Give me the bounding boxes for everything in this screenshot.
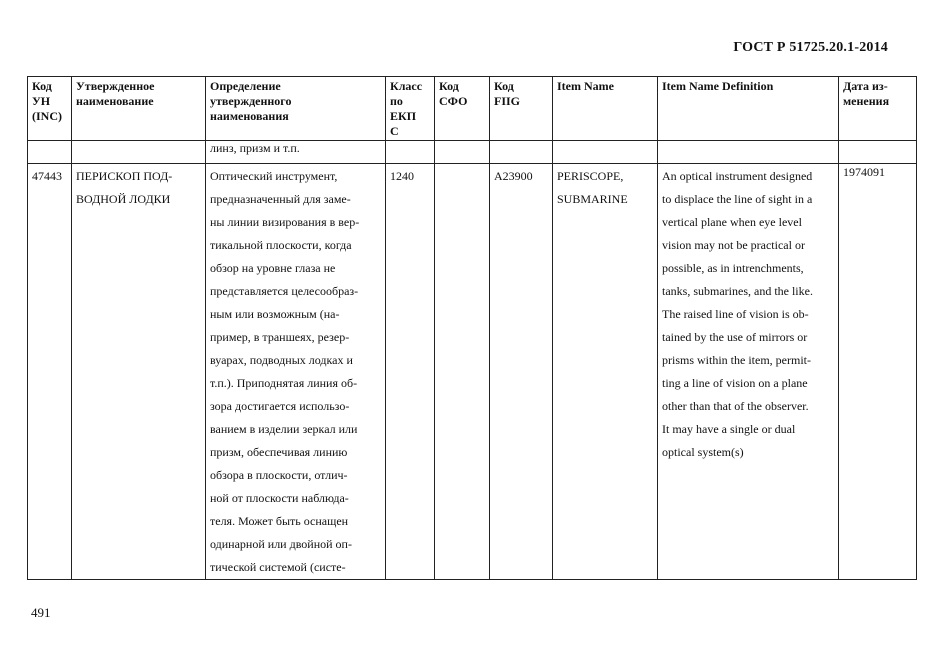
header-item-name: [553, 77, 658, 141]
text-line: обзора в плоскости, отлич-: [210, 468, 348, 482]
text-line: представляется целесообраз-: [210, 284, 359, 298]
text-line: ной от плоскости наблюда-: [210, 491, 349, 505]
header-line: Утвержденное: [76, 79, 155, 93]
text-line: other than that of the observer.: [662, 399, 809, 413]
header-line: Дата из-: [843, 79, 888, 93]
header-line: Код: [32, 79, 52, 93]
definition-text: [206, 164, 386, 580]
text-line: предназначенный для заме-: [210, 192, 351, 206]
change-date: 1974091: [839, 164, 917, 580]
header-line: Код: [439, 79, 459, 93]
text-line: It may have a single or dual: [662, 422, 796, 436]
header-line: Item Name Definition: [662, 79, 774, 93]
document-id: ГОСТ Р 51725.20.1-2014: [733, 40, 888, 55]
header-line: Определение: [210, 79, 281, 93]
text-line: одинарной или двойной оп-: [210, 537, 352, 551]
header-line: по: [390, 94, 403, 108]
header-item-definition: [658, 77, 839, 141]
text-line: ны линии визирования в вер-: [210, 215, 360, 229]
table-row: [28, 164, 917, 580]
text-line: ting a line of vision on a plane: [662, 376, 808, 390]
cell-empty: [490, 141, 553, 164]
cell-empty: [386, 141, 435, 164]
header-sfo: [435, 77, 490, 141]
catalog-table: [27, 76, 917, 580]
page-number: 491: [31, 605, 51, 620]
text-line: ВОДНОЙ ЛОДКИ: [76, 192, 171, 206]
header-line: СФО: [439, 94, 468, 108]
text-line: PERISCOPE,: [557, 169, 624, 183]
header-line: наименование: [76, 94, 154, 108]
header-line: Item Name: [557, 79, 614, 93]
header-class: [386, 77, 435, 141]
item-name: [553, 164, 658, 580]
item-name-definition: [658, 164, 839, 580]
text-line: Оптический инструмент,: [210, 169, 338, 183]
header-line: УН: [32, 94, 51, 108]
text-line: optical system(s): [662, 445, 744, 459]
cell-empty: [435, 141, 490, 164]
header-line: С: [390, 124, 399, 138]
text-line: вуарах, подводных лодках и: [210, 353, 353, 367]
continuation-row: [28, 141, 917, 164]
text-line: ПЕРИСКОП ПОД-: [76, 169, 173, 183]
text-line: tained by the use of mirrors or: [662, 330, 808, 344]
cell-empty: [72, 141, 206, 164]
text-line: to displace the line of sight in a: [662, 192, 813, 206]
header-line: утвержденного: [210, 94, 292, 108]
text-line: зора достигается использо-: [210, 399, 350, 413]
cell-empty: [839, 141, 917, 164]
text-line: т.п.). Приподнятая линия об-: [210, 376, 358, 390]
text-line: теля. Может быть оснащен: [210, 514, 349, 528]
header-row: [28, 77, 917, 141]
text-line: vertical plane when eye level: [662, 215, 802, 229]
text-line: тикальной плоскости, когда: [210, 238, 352, 252]
text-line: призм, обеспечивая линию: [210, 445, 348, 459]
header-line: FIIG: [494, 94, 521, 108]
text-line: An optical instrument designed: [662, 169, 813, 183]
header-line: (INC): [32, 109, 62, 123]
cell-empty: [658, 141, 839, 164]
header-fiig: [490, 77, 553, 141]
text-line: The raised line of vision is ob-: [662, 307, 809, 321]
header-change-date: [839, 77, 917, 141]
header-approved-name: [72, 77, 206, 141]
text-line: пример, в траншеях, резер-: [210, 330, 350, 344]
header-line: менения: [843, 94, 890, 108]
cell-empty: [553, 141, 658, 164]
text-line: ным или возможным (на-: [210, 307, 340, 321]
text-line: ванием в изделии зеркал или: [210, 422, 358, 436]
text-line: possible, as in intrenchments,: [662, 261, 804, 275]
header-line: ЕКП: [390, 109, 417, 123]
text-line: tanks, submarines, and the like.: [662, 284, 813, 298]
continuation-definition: линз, призм и т.п.: [206, 141, 386, 164]
inc-code: 47443: [28, 164, 72, 580]
header-line: Класс: [390, 79, 423, 93]
header-line: наименования: [210, 109, 289, 123]
fiig-code: A23900: [490, 164, 553, 580]
header-definition: [206, 77, 386, 141]
text-line: vision may not be practical or: [662, 238, 805, 252]
header-line: Код: [494, 79, 514, 93]
text-line: обзор на уровне глаза не: [210, 261, 336, 275]
cell-empty: [28, 141, 72, 164]
class-code: 1240: [386, 164, 435, 580]
text-line: prisms within the item, permit-: [662, 353, 811, 367]
text-line: тической системой (систе-: [210, 560, 346, 574]
header-inc: [28, 77, 72, 141]
text-line: SUBMARINE: [557, 192, 628, 206]
approved-name: [72, 164, 206, 580]
sfo-code: [435, 164, 490, 580]
